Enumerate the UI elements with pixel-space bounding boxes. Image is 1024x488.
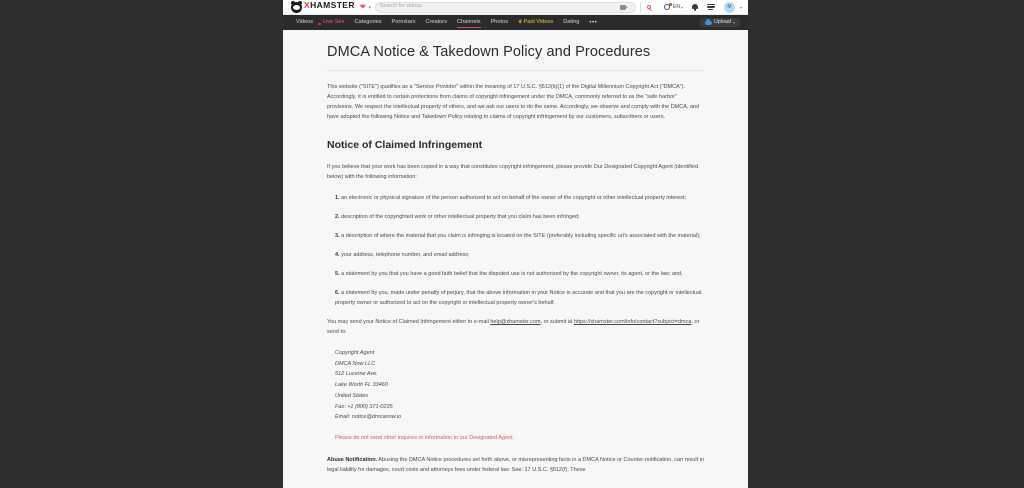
heart-icon[interactable] [359, 2, 371, 13]
page-content [283, 30, 748, 488]
list-item [335, 212, 704, 222]
cloud-upload-icon [705, 21, 712, 25]
nav-item-photos[interactable]: Photos [490, 18, 508, 25]
list-item-text: a statement by you, made under penalty of perjury, that the above information in your Notice is accurate and that you are the copyright or intellectual property owner or authorized to act on the copyright or intellectual property owner's behalf. [335, 290, 702, 306]
language-label: EN [673, 3, 680, 10]
abuse-notification-lead: Abuse Notification. [327, 456, 378, 463]
upload-button-label: Upload [713, 18, 731, 25]
chevron-down-icon[interactable]: ▾ [739, 4, 742, 10]
list-item-text: a description of where the material that you claim is infringing is located on the SITE (preferably including specific url's associated with the material); [341, 233, 701, 239]
section-title-notice: Notice of Claimed Infringement [327, 139, 483, 151]
send-notice-paragraph [327, 317, 704, 337]
abuse-notification-paragraph [327, 455, 704, 475]
designated-agent-address [335, 348, 704, 423]
avatar[interactable]: M [724, 2, 735, 13]
address-line: Fax: +1 (800) 371-0235 [335, 403, 393, 410]
list-item-text: description of the copyrighted work or other intellectual property that you claim has been infringed; [341, 214, 580, 220]
search-bar[interactable] [375, 2, 636, 13]
send-notice-after: , or send to: [327, 319, 700, 335]
address-line: United States [335, 392, 369, 399]
crown-icon: ♛ [518, 18, 523, 25]
list-item-number: 2. [335, 214, 340, 220]
list-item [335, 231, 704, 241]
list-item-text: your address, telephone number, and email address; [341, 252, 470, 258]
list-item-number: 3. [335, 233, 340, 239]
logo-x: X [304, 0, 311, 10]
logo-name: HAMSTER [310, 0, 355, 10]
address-line: Email: notice@dmcanow.io [335, 414, 402, 421]
site-column [283, 0, 748, 488]
language-selector[interactable] [664, 3, 683, 11]
heart-glyph: ❤ [359, 3, 366, 11]
site-logo[interactable] [291, 2, 355, 13]
contact-form-link[interactable]: https://xhamster.com/info/contact?subject=dmca [573, 319, 692, 325]
search-icon [647, 5, 651, 9]
address-line: Lake Worth FL 33460 [335, 382, 388, 389]
address-line: Copyright Agent [335, 350, 375, 356]
abuse-notification-text: Abusing the DMCA Notice procedures set forth above, or misrepresenting facts in a DMCA Notice or Counter-notification, can result in legal liability for damages, court costs and attorneys fees under federal law. See: 17 U.S.C. §512(f). These [327, 456, 704, 473]
chevron-down-icon: ▾ [732, 20, 735, 25]
list-item [335, 193, 704, 203]
address-line: DMCA Now LLC [335, 360, 376, 367]
list-item-number: 6. [335, 290, 340, 296]
logo-wordmark [304, 1, 355, 10]
nav-item-live-sex[interactable]: Live Sex [318, 17, 349, 29]
section-intro-paragraph: If you believe that your work has been copied in a way that constitutes copyright infringement, please provide Our Designated Copyright Agent (identified below) with the following information: [327, 164, 699, 180]
nav-item-paid-videos[interactable] [513, 17, 558, 29]
list-item [335, 269, 704, 279]
claims-list [335, 193, 704, 308]
list-item-number: 4. [335, 252, 340, 258]
list-item-text: an electronic or physical signature of the person authorized to act on behalf of the owner of the copyright or other intellectual property interest; [341, 195, 686, 201]
send-notice-middle: , or submit at [540, 319, 574, 325]
address-line: 512 Lucerne Ave. [335, 371, 378, 378]
site-header [283, 0, 748, 15]
bell-icon [692, 4, 698, 11]
send-notice-before: You may send your Notice of Claimed Infringement either to e-mail [327, 319, 491, 325]
video-search-icon[interactable] [620, 5, 626, 10]
upload-button[interactable] [700, 18, 740, 27]
nav-item-channels[interactable]: Channels [452, 17, 486, 29]
search-button[interactable] [640, 2, 656, 13]
list-item [335, 250, 704, 260]
globe-icon [664, 3, 672, 11]
nav-more-button[interactable]: ••• [589, 19, 598, 26]
nav-item-paid-videos-label: Paid Videos [523, 18, 554, 25]
page-title: DMCA Notice & Takedown Policy and Procedures [327, 44, 651, 60]
intro-paragraph: This website ("SITE") qualifies as a "Service Provider" within the meaning of 17 U.S.C. §512(k)(1) of the Digital Millennium Copyright Act ("DMCA"). Accordingly, it is entitled to certain protections from claims of copyright infringement under the DMCA, commonly referred to as the "safe harbor" provisions. We respect the intellectual property of others, and we ask our users to do the same. Accordingly, we observe and comply with the DMCA, and have adopted the following Notice and Takedown Policy relating to claims of copyright infringement by our customers, subscribers or users. [327, 84, 700, 120]
search-input[interactable]: Search for videos [379, 3, 422, 10]
nav-item-dating[interactable]: Dating [563, 18, 580, 25]
nav-item-creators[interactable]: Creators [425, 18, 447, 25]
chevron-down-icon: ▾ [680, 4, 683, 10]
title-divider [327, 70, 704, 71]
chevron-down-icon: ▾ [368, 4, 371, 11]
list-item [335, 288, 704, 308]
warning-text: Please do not send other inquires or information to our Designated Agent. [335, 435, 515, 442]
list-item-text: a statement by you that you have a good faith belief that the disputed use is not authorized by the copyright owner, its agent, or the law; and, [341, 271, 683, 277]
email-link[interactable]: help@xhamster.com [490, 319, 541, 325]
notifications-button[interactable] [692, 4, 698, 11]
nav-item-videos[interactable]: Videos [296, 18, 314, 25]
messages-button[interactable] [707, 4, 715, 11]
nav-item-categories[interactable]: Categories [354, 18, 382, 25]
list-item-number: 1. [335, 195, 340, 201]
hamster-logo-icon [291, 2, 302, 13]
main-navigation [283, 15, 748, 30]
list-item-number: 5. [335, 271, 340, 277]
inbox-icon [707, 4, 715, 11]
nav-item-pornstars[interactable]: Pornstars [391, 18, 416, 25]
